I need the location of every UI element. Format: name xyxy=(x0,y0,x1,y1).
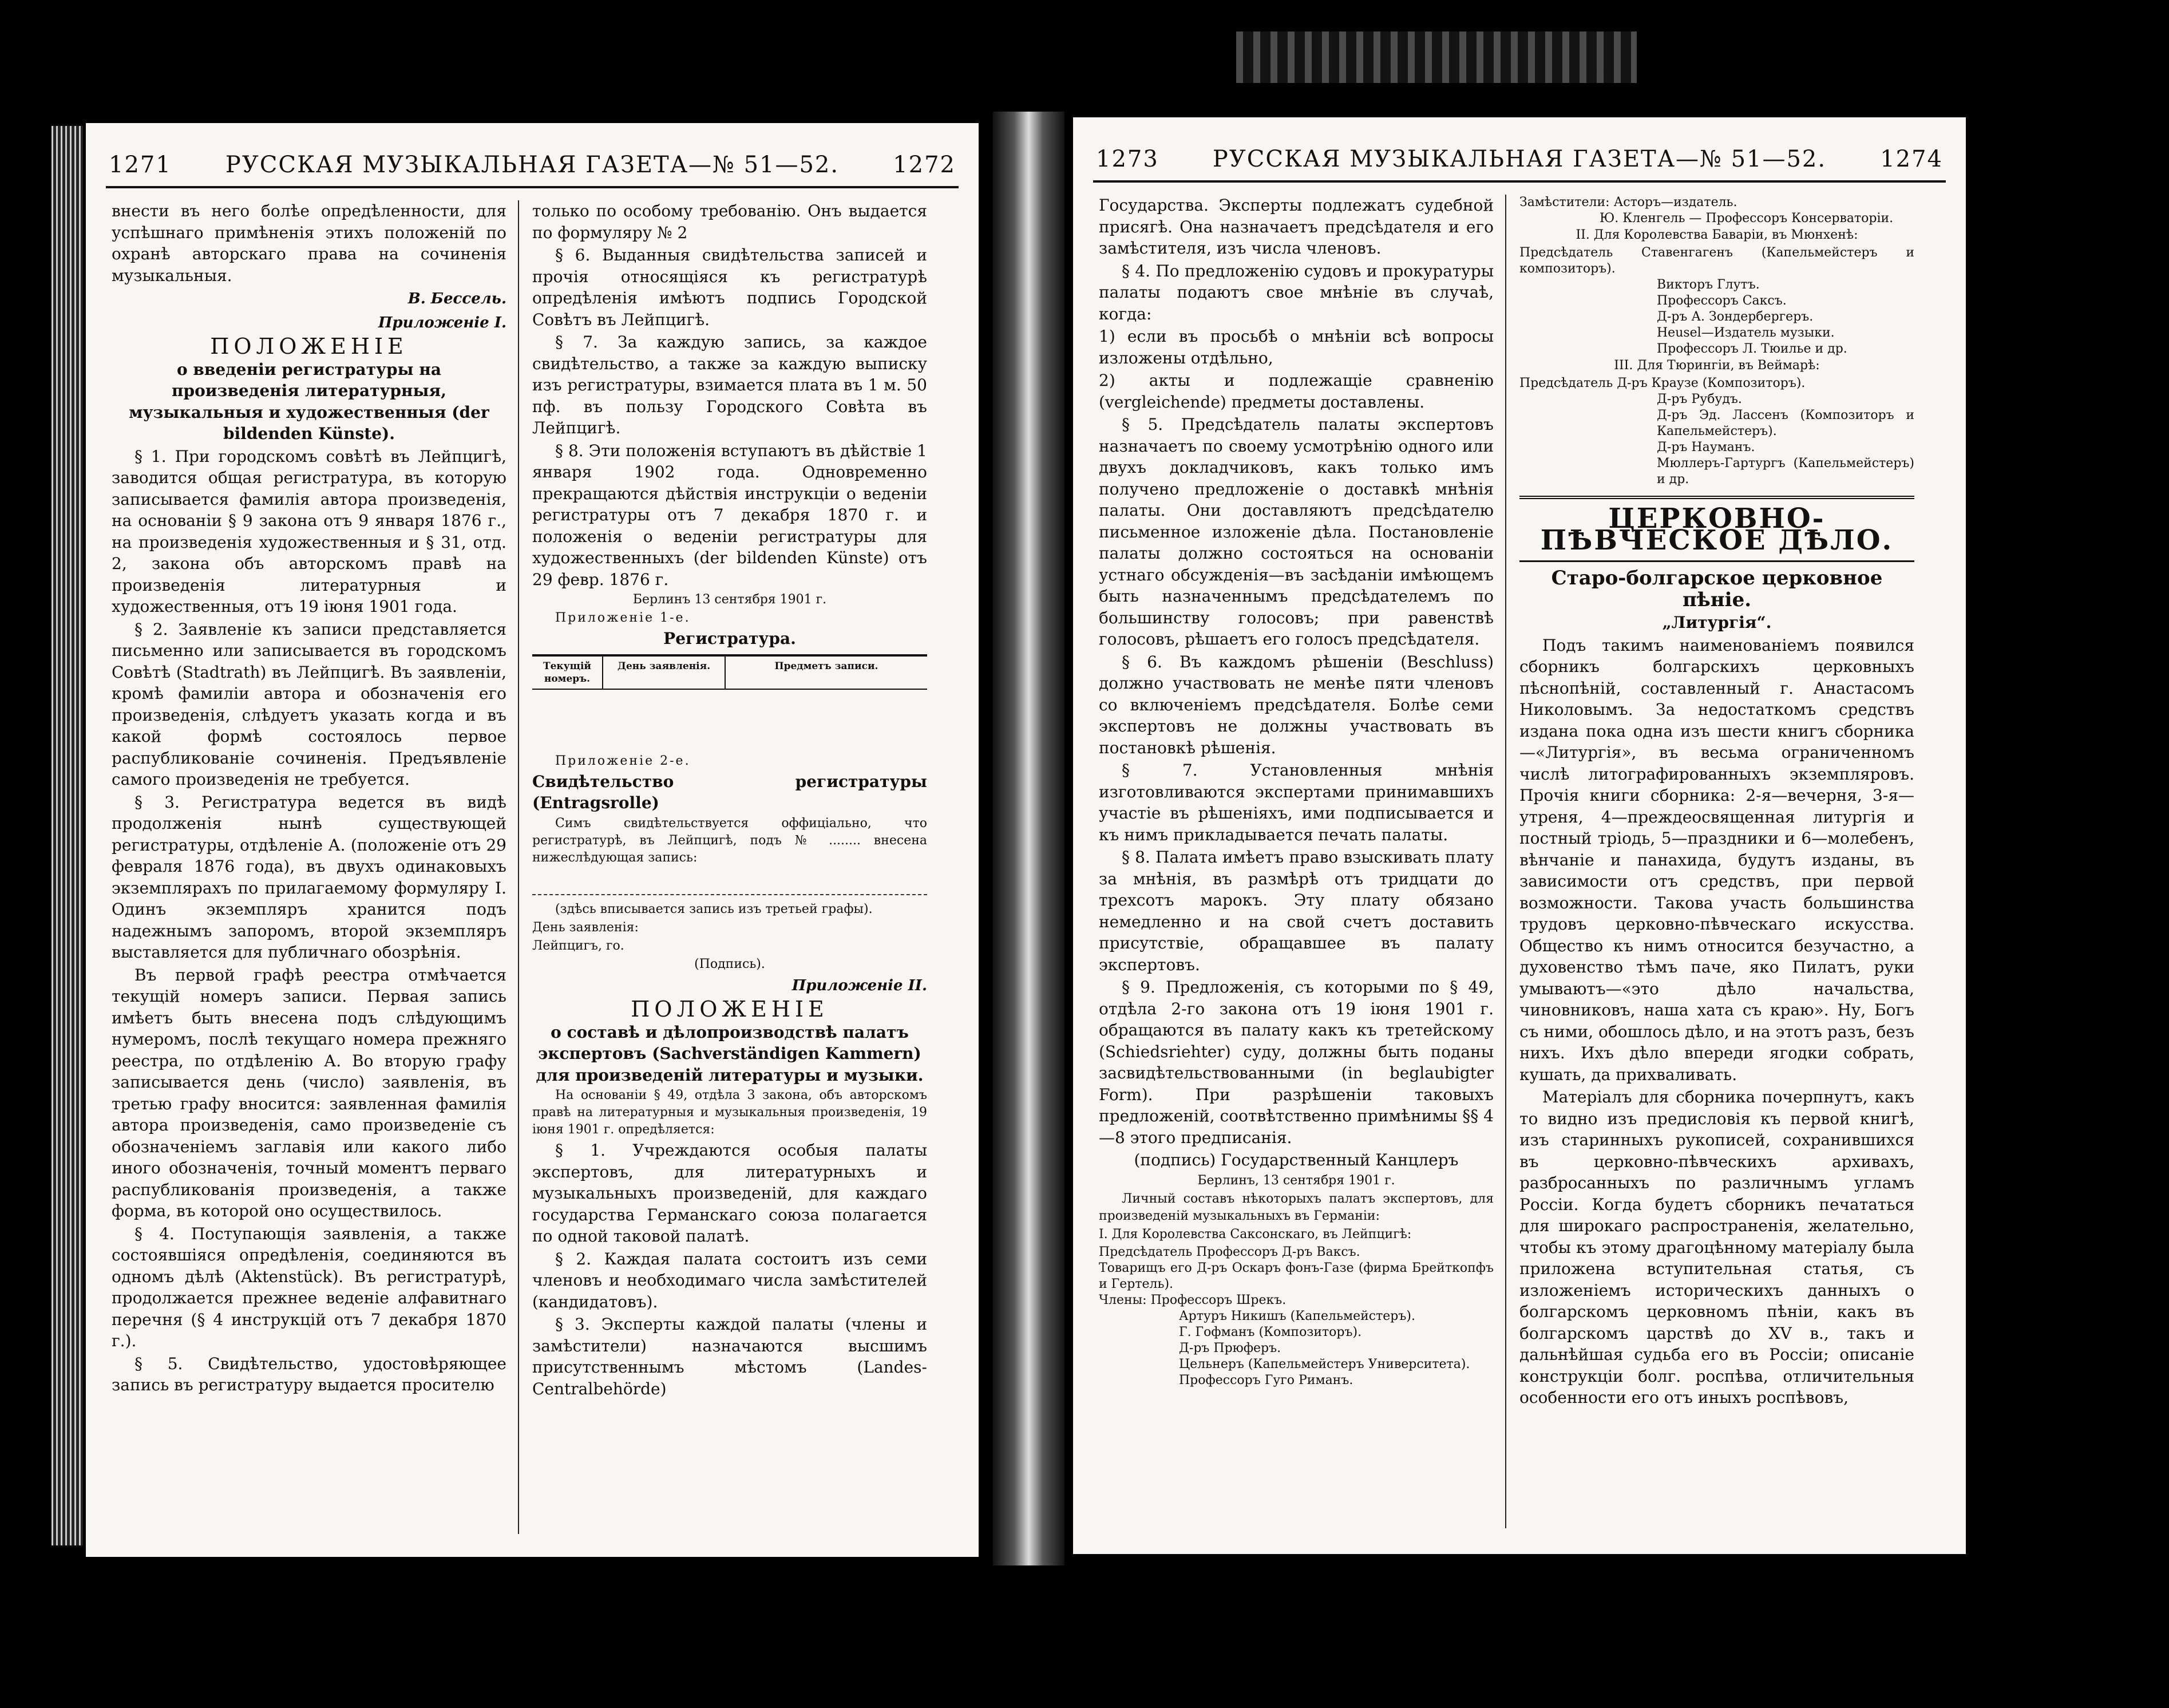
article-title: Старо-болгарское церковное пѣніе. xyxy=(1551,567,1883,611)
paragraph: § 5. Свидѣтельство, удостовѣряющее запись въ регистратуру выдается просителю xyxy=(112,1354,506,1394)
paragraph: § 1. При городскомъ совѣтѣ въ Лейпцигѣ, заводится общая регистратура, въ которую записывается фамилія автора произведенія, на основаніи § 9 закона отъ 9 января 1876 г., на произведенія художественныя и § 31, отд. 2, закона объ авторскомъ правѣ на произведенія литературныя и художественныя, отъ 19 іюня 1901 года. xyxy=(112,446,506,616)
left-page xyxy=(86,123,979,1557)
book-binding-edge xyxy=(52,126,83,1545)
section-subheading: о составѣ и дѣлопроизводствѣ палатъ экспертовъ (Sachverständigen Kammern) для произведеній литературы и музыки. xyxy=(536,1022,924,1085)
running-header xyxy=(109,152,956,183)
paragraph: Государства. Эксперты подлежатъ судебной присягѣ. Она назначаетъ предсѣдателя и его замѣстителя, изъ числа членовъ. xyxy=(1099,196,1494,258)
paragraph: § 3. Регистратура ведется въ видѣ продолженія нынѣ существующей регистратуры, отдѣленіе А. (положеніе отъ 29 февраля 1876 года), въ двухъ одинаковыхъ экземплярахъ по прилагаемому формуляру I. Одинъ экземпляръ хранится подъ надежнымъ запоромъ, второй экземпляръ выставляется для публичнаго обозрѣнія. xyxy=(112,792,506,962)
list-item: Замѣстители: Асторъ—издатель. xyxy=(1519,195,1737,209)
certificate-signature: (Подпись). xyxy=(694,956,765,971)
table-header-cell: День заявленія. xyxy=(603,657,726,689)
list-item: Предсѣдатель Профессоръ Д-ръ Ваксъ. xyxy=(1099,1244,1360,1259)
table-header-cell: Предметъ записи. xyxy=(774,660,878,672)
form-title: Регистратура. xyxy=(663,629,796,648)
list-item: Мюллеръ-Гартургъ (Капельмейстеръ) и др. xyxy=(1657,456,1914,487)
list-heading: II. Для Королевства Баваріи, въ Мюнхенѣ: xyxy=(1576,228,1858,242)
list-item: Предсѣдатель Ставенгагенъ (Капельмейстеръ и композиторъ). xyxy=(1519,246,1914,276)
column-2 xyxy=(1519,195,1914,1410)
list-item: Члены: Профессоръ Шрекъ. xyxy=(1099,1292,1287,1307)
certificate-city: Лейпцигъ, го. xyxy=(532,938,624,953)
list-item: Д-ръ Эд. Лассенъ (Композиторъ и Капельмейстеръ). xyxy=(1657,408,1914,438)
paragraph: § 7. Установленныя мнѣнія изготовливаются экспертами принимавшихъ участіе въ рѣшеніяхъ, ими подписывается и къ нимъ прикладывается печать палаты. xyxy=(1099,761,1494,844)
page-number: 1274 xyxy=(1880,146,1943,172)
department-banner: ЦЕРКОВНО-ПѢВЧЕСКОЕ ДѢЛО. xyxy=(1519,496,1914,562)
scan-noise-blotch xyxy=(1236,31,1637,83)
running-title: РУССКАЯ МУЗЫКАЛЬНАЯ ГАЗЕТА—№ 51—52. xyxy=(225,152,840,178)
list-item: Д-ръ Науманъ. xyxy=(1657,440,1755,454)
list-item: Профессоръ Гуго Риманъ. xyxy=(1179,1373,1353,1387)
list-item: Д-ръ А. Зондербергеръ. xyxy=(1657,310,1814,324)
paragraph: На основаніи § 49, отдѣла 3 закона, объ авторскомъ правѣ на литературныя и музыкальныя произведенія, 19 іюня 1901 г. опредѣляется: xyxy=(532,1088,927,1137)
appendix-label: Приложеніе II. xyxy=(791,976,927,994)
paragraph: § 4. Поступающія заявленія, а также состоявшіяся опредѣленія, соединяются въ одномъ дѣлѣ (Aktenstück). Въ регистратурѣ, продолжается прежнее веденіе алфавитнаго перечня (§ 4 инструкцій отъ 7 декабря 1870 г.). xyxy=(112,1224,506,1350)
date-line: Берлинъ, 13 сентября 1901 г. xyxy=(1197,1173,1395,1188)
staff-list xyxy=(1519,245,1914,357)
staff-list xyxy=(1519,195,1914,227)
header-rule xyxy=(1093,180,1946,183)
running-title: РУССКАЯ МУЗЫКАЛЬНАЯ ГАЗЕТА—№ 51—52. xyxy=(1212,146,1827,172)
appendix-label: Приложеніе 1-е. xyxy=(555,611,691,625)
date-line: Берлинъ 13 сентября 1901 г. xyxy=(632,592,827,607)
column-separator xyxy=(1505,195,1506,1528)
appendix-label: Приложеніе I. xyxy=(378,314,506,331)
paragraph: § 4. По предложенію судовъ и прокуратуры палаты подаютъ свое мнѣніе въ случаѣ, когда: xyxy=(1099,261,1494,323)
column-separator xyxy=(518,200,519,1534)
column-2 xyxy=(532,200,927,1401)
header-rule xyxy=(106,186,959,188)
right-page xyxy=(1073,117,1966,1554)
list-item: Артуръ Никишъ (Капельмейстеръ). xyxy=(1179,1308,1415,1323)
list-item: Товарищъ его Д-ръ Оскаръ фонъ-Газе (фирма Брейткопфъ и Гертель). xyxy=(1099,1260,1494,1291)
paragraph: Личный составъ нѣкоторыхъ палатъ экспертовъ, для произведеній музыкальныхъ въ Германіи: xyxy=(1099,1191,1494,1223)
list-item: Heusel—Издатель музыки. xyxy=(1657,326,1835,340)
article-subtitle: „Литургія“. xyxy=(1662,613,1772,632)
paragraph: § 8. Палата имѣетъ право взыскивать плату за мнѣнія, въ размѣрѣ отъ тридцати до трехсотъ марокъ. Эту плату обязано немедленно и на свой счетъ доставить присутствіе, обращавшее въ палату экспертовъ. xyxy=(1099,848,1494,974)
paragraph: § 6. Въ каждомъ рѣшеніи (Beschluss) должно участвовать не менѣе пяти членовъ со включеніемъ предсѣдателя. Болѣе семи экспертовъ не должны участвовать въ постановкѣ рѣшенія. xyxy=(1099,652,1494,757)
list-item: Предсѣдатель Д-ръ Краузе (Композиторъ). xyxy=(1519,376,1806,390)
staff-list xyxy=(1099,1244,1494,1389)
list-item: Г. Гофманъ (Композиторъ). xyxy=(1179,1325,1362,1339)
paragraph: § 2. Каждая палата состоитъ изъ семи членовъ и необходимаго числа замѣстителей (кандидатовъ). xyxy=(532,1249,927,1311)
form-title: Свидѣтельство регистратуры (Entragsrolle) xyxy=(532,772,927,812)
list-item: Цельнеръ (Капельмейстеръ Университета). xyxy=(1179,1357,1470,1371)
section-heading: ПОЛОЖЕНІЕ xyxy=(210,334,408,359)
staff-list xyxy=(1519,375,1914,488)
list-item: Д-ръ Прюферъ. xyxy=(1179,1341,1281,1355)
certificate-day: День заявленія: xyxy=(532,920,639,935)
certificate-entry-line xyxy=(532,871,927,895)
paragraph: § 7. За каждую запись, за каждое свидѣтельство, а также за каждую выписку изъ регистратуры, взимается плата въ 1 м. 50 пф. въ пользу Городского Совѣта въ Лейпцигѣ. xyxy=(532,333,927,437)
registry-form-table xyxy=(532,654,927,690)
section-subheading: о введеніи регистратуры на произведенія литературныя, музыкальныя и художественныя (der bildenden Künste). xyxy=(129,359,489,443)
paragraph: Подъ такимъ наименованіемъ появился сборникъ болгарскихъ церковныхъ пѣснопѣній, составленный г. Анастасомъ Николовымъ. За недостаткомъ средствъ издана пока одна изъ шести книгъ сборника—«Литургія», въ весьма ограниченномъ числѣ литографированныхъ экземпляровъ. Прочія книги сборника: 2-я—вечерня, 3-я—утреня, 4—преждеосвященная литургія и постный тріодь, 5—праздники и 6—молебенъ, вѣнчаніе и панахида, будутъ изданы, въ зависимости отъ средствъ, при первой возможности. Такова участь большинства трудовъ церковно-пѣвческаго искусства. Общество къ нимъ относится безучастно, а духовенство тѣмъ паче, яко Пилатъ, руки умываютъ—«это дѣло начальства, чиновниковъ, наша хата съ краю». Ну, Богъ съ ними, обошлось дѣло, и на этотъ разъ, безъ нихъ. Ихъ дѣло впереди ягодки собрать, кушать, да прихваливать. xyxy=(1519,635,1914,1084)
column-1 xyxy=(112,200,506,1397)
certificate-text: Симъ свидѣтельствуется оффиціально, что регистратурѣ, въ Лейпцигѣ, подъ № ........ внесена нижеслѣдующая запись: xyxy=(532,816,927,865)
list-item: 1) если въ просьбѣ о мнѣніи всѣ вопросы изложены отдѣльно, xyxy=(1099,327,1494,367)
paragraph: Матеріалъ для сборника почерпнутъ, какъ то видно изъ предисловія къ первой книгѣ, изъ старинныхъ рукописей, сохранившихся въ церковно-пѣвческихъ архивахъ, разбросанныхъ по различнымъ угламъ Россіи. Когда будетъ сборникъ печататься для широкаго распространенія, желательно, чтобы къ этому драгоцѣнному матеріалу была приложена вступительная статья, съ изложеніемъ историческихъ данныхъ о болгарскомъ церковномъ пѣніи, какъ въ болгарскомъ царствѣ до XV в., такъ и дальнѣйшая судьба его въ Россіи; описаніе конструкціи болг. роспѣва, отличительныя особенности его отъ иныхъ роспѣвовъ, xyxy=(1519,1088,1914,1407)
paragraph: только по особому требованію. Онъ выдается по формуляру № 2 xyxy=(532,201,927,242)
paragraph: § 9. Предложенія, съ которыми по § 49, отдѣла 2-го закона отъ 19 іюня 1901 г. обращаются въ палату какъ къ третейскому (Schiedsriehter) суду, должны быть поданы засвидѣтельствованными (in beglaubigter Form). При разрѣшеніи таковыхъ предложеній, соотвѣтственно примѣнимы §§ 4—8 этого предписанія. xyxy=(1099,978,1494,1147)
list-item: 2) акты и подлежащіе сравненію (vergleichende) предметы доставлены. xyxy=(1099,371,1494,412)
paragraph: внести въ него болѣе опредѣленности, для успѣшнаго примѣненія этихъ положеній по охранѣ авторскаго права на сочиненія музыкальныя. xyxy=(112,201,506,285)
paragraph: § 1. Учреждаются особыя палаты экспертовъ, для литературныхъ и музыкальныхъ произведеній, для каждаго государства Германскаго союза полагается по одной таковой палатѣ. xyxy=(532,1141,927,1246)
paragraph: § 5. Предсѣдатель палаты экспертовъ назначаетъ по своему усмотрѣнію одного или двухъ докладчиковъ, какъ только имъ получено предложеніе о доставкѣ мнѣнія палаты. Они доставляютъ предсѣдателю письменное изложеніе дѣла. Постановленіе палаты должно состояться на основаніи устнаго обсужденія—въ засѣданіи имѣющемъ быть назначеннымъ предсѣдателемъ по большинству голосовъ; при равенствѣ голосовъ, рѣшаетъ его голосъ предсѣдателя. xyxy=(1099,415,1494,649)
running-header xyxy=(1096,146,1943,177)
signature: В. Бессель. xyxy=(407,290,506,307)
section-heading: ПОЛОЖЕНІЕ xyxy=(631,997,829,1022)
page-number: 1273 xyxy=(1096,146,1159,172)
column-1 xyxy=(1099,195,1494,1389)
list-item: Профессоръ Л. Тюилье и др. xyxy=(1657,342,1847,356)
page-number: 1272 xyxy=(893,152,956,178)
list-item: Ю. Кленгель — Профессоръ Консерваторіи. xyxy=(1600,211,1894,226)
book-gutter xyxy=(993,112,1064,1565)
list-heading: I. Для Королевства Саксонскаго, въ Лейпцигѣ: xyxy=(1099,1227,1412,1242)
list-item: Викторъ Глутъ. xyxy=(1657,278,1760,292)
list-heading: III. Для Тюрингіи, въ Веймарѣ: xyxy=(1614,358,1820,373)
paragraph: Въ первой графѣ реестра отмѣчается текущій номеръ записи. Первая запись имѣетъ быть внесена подъ слѣдующимъ нумеромъ, послѣ текущаго номера прежняго реестра, по отдѣленію А. Во вторую графу записывается день (число) заявленія, въ третью графу вносится: заявленная фамилія автора произведенія, само произведеніе съ обозначеніемъ заглавія или какого либо иного обозначенія, точный моментъ перваго распубликованія произведенія, а также форма, въ которой оно осуществилось. xyxy=(112,965,506,1220)
paragraph: § 2. Заявленіе къ записи представляется письменно или записывается въ городскомъ Совѣтѣ (Stadtrath) въ Лейпцигѣ. Въ заявленіи, кромѣ фамиліи автора и обозначенія его произведенія, слѣдуетъ указать когда и въ какой формѣ состоялось первое распубликованіе сочиненія. Предъявленіе самого произведенія не требуется. xyxy=(112,619,506,789)
paragraph: § 6. Выданныя свидѣтельства записей и прочія относящіяся къ регистратурѣ опредѣленія имѣютъ подпись Городской Совѣтъ въ Лейпцигѣ. xyxy=(532,246,927,329)
paragraph: § 3. Эксперты каждой палаты (члены и замѣстители) назначаются высшимъ присутственнымъ мѣстомъ (Landes-Centralbehörde) xyxy=(532,1315,927,1398)
certificate-note: (здѣсь вписывается запись изъ третьей графы). xyxy=(555,902,873,916)
table-header-cell: Текущій номеръ. xyxy=(532,657,603,689)
list-item: Профессоръ Саксъ. xyxy=(1657,294,1787,308)
appendix-label: Приложеніе 2-е. xyxy=(555,753,691,768)
list-item: Д-ръ Рубудъ. xyxy=(1657,392,1742,406)
page-number: 1271 xyxy=(109,152,172,178)
paragraph: § 8. Эти положенія вступаютъ въ дѣйствіе 1 января 1902 года. Одновременно прекращаются дѣйствія инструкціи о веденіи регистратуры отъ 7 декабря 1870 г. и положенія о веденіи регистратуры для художественныхъ (der bildenden Künste) отъ 29 февр. 1876 г. xyxy=(532,441,927,589)
signature: (подпись) Государственный Канцлеръ xyxy=(1134,1150,1459,1169)
